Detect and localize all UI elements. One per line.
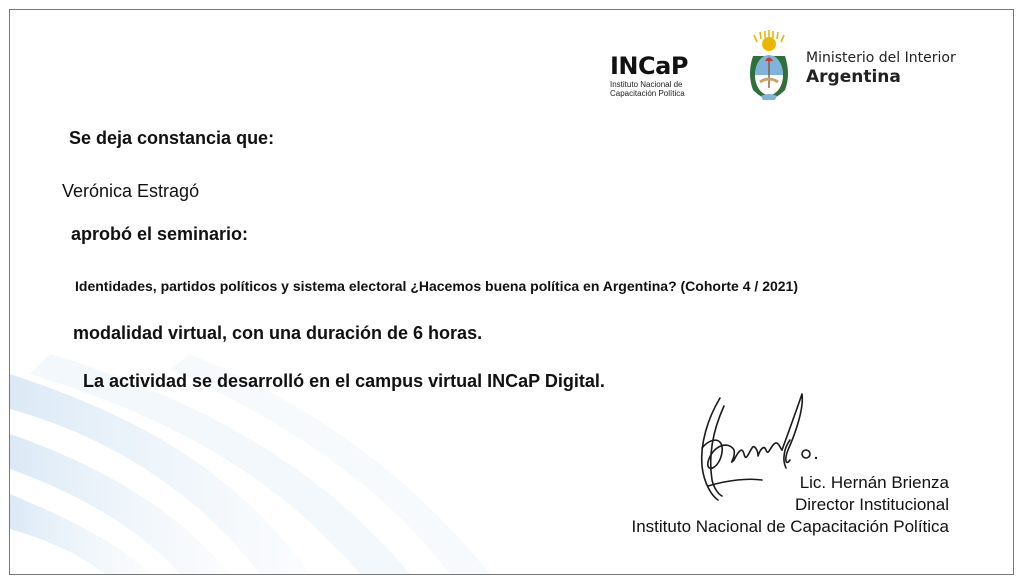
seminar-title: Identidades, partidos políticos y sistema electoral ¿Hacemos buena política en Argentina? (Cohorte 4 / 2021) — [75, 278, 798, 294]
signatory-institution: Instituto Nacional de Capacitación Política — [631, 517, 949, 536]
incap-logo-subtitle-1: Instituto Nacional de — [610, 80, 683, 89]
certificate — [9, 9, 1014, 575]
incap-logo-subtitle-2: Capacitación Política — [610, 89, 685, 98]
ministry-logo-text — [806, 50, 956, 88]
incap-logo — [610, 54, 720, 98]
signatory-name: Lic. Hernán Brienza — [799, 473, 949, 492]
approval-text: aprobó el seminario: — [71, 224, 249, 244]
intro-text: Se deja constancia que: — [69, 128, 275, 148]
incap-logo-word: INCaP — [610, 52, 688, 80]
campus-note: La actividad se desarrolló en el campus virtual INCaP Digital. — [83, 371, 605, 391]
recipient-name: Verónica Estragó — [62, 181, 200, 201]
ministry-country: Argentina — [806, 67, 901, 87]
signatory-role: Director Institucional — [794, 495, 949, 514]
modality-text: modalidad virtual, con una duración de 6 horas. — [73, 323, 483, 343]
ministry-name: Ministerio del Interior — [806, 50, 956, 66]
coat-of-arms-icon — [743, 30, 795, 102]
